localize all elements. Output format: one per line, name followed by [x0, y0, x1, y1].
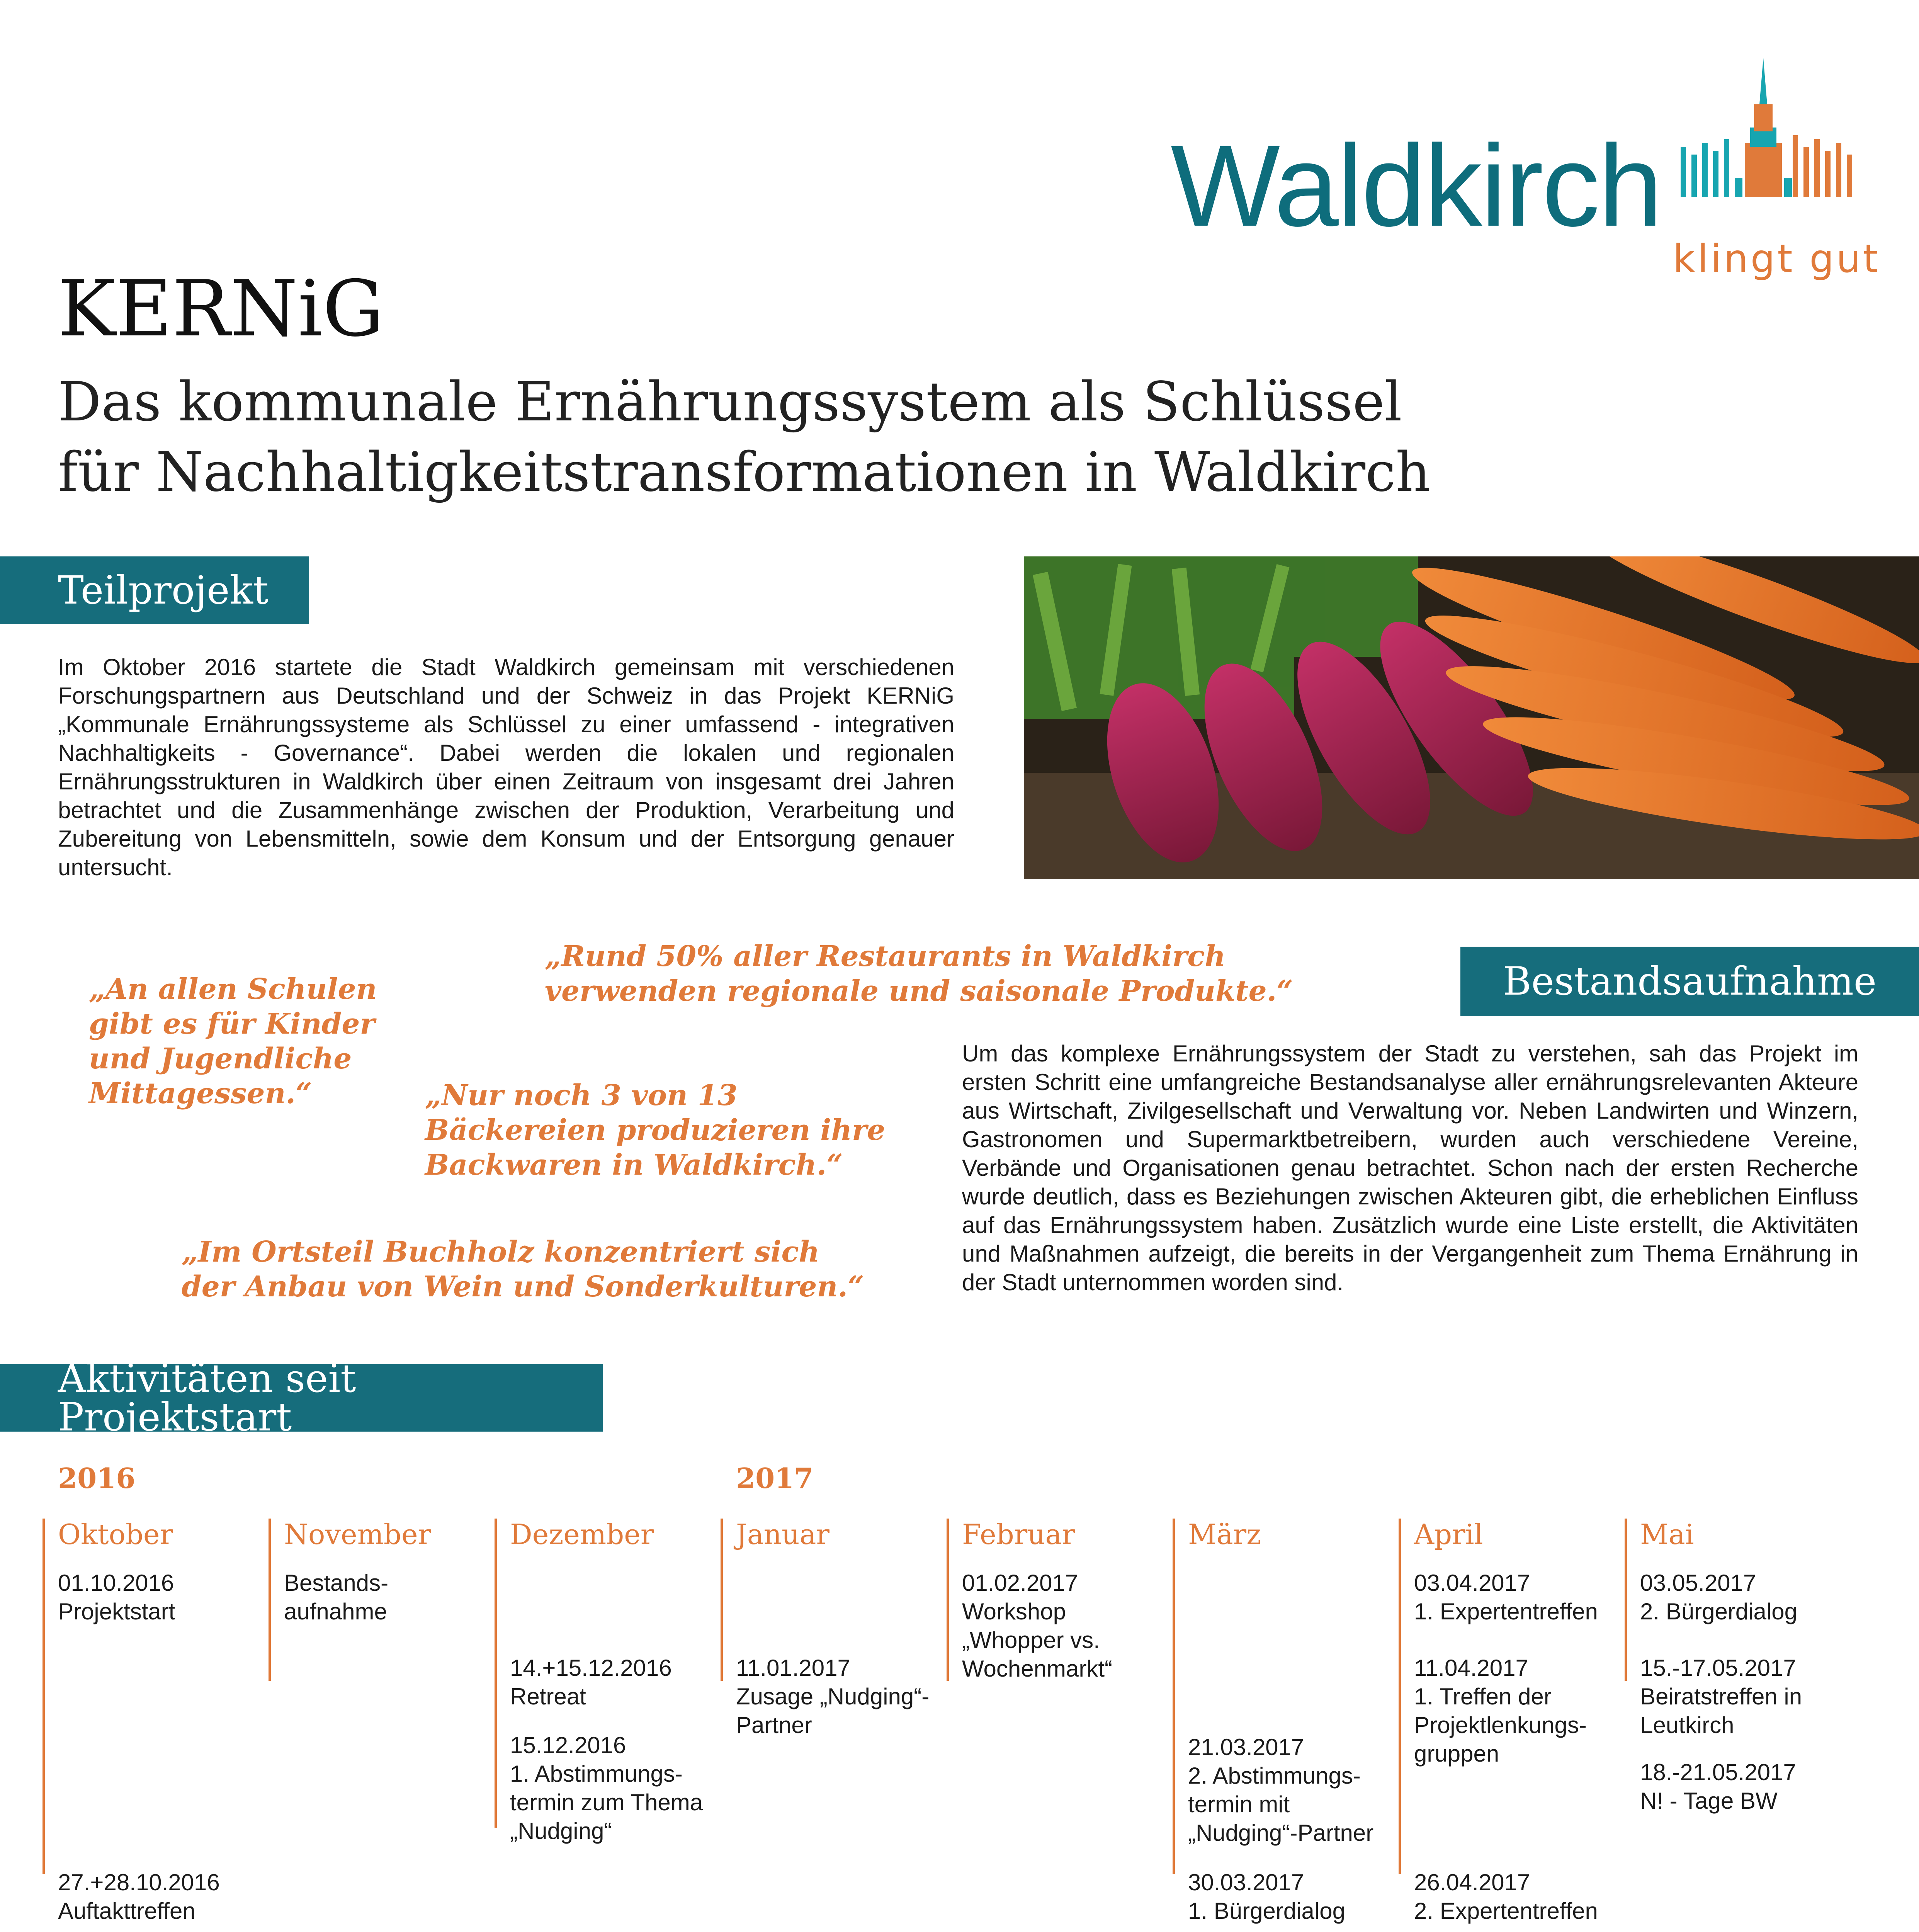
timeline-entry: 01.10.2016 Projektstart — [58, 1570, 175, 1624]
timeline-divider — [1625, 1519, 1627, 1681]
town-hall-skyline-icon — [1677, 50, 1862, 236]
logo-wordmark: Waldkirch — [1171, 121, 1661, 250]
section-header-bestandsaufnahme: Bestandsaufnahme — [1460, 947, 1919, 1016]
timeline-month-5: März — [1188, 1518, 1261, 1551]
timeline-month-0: Oktober — [58, 1518, 173, 1551]
timeline-month-2: Dezember — [510, 1518, 654, 1551]
timeline-entry: 18.-21.05.2017 N! - Tage BW — [1640, 1759, 1796, 1814]
timeline-divider — [721, 1519, 723, 1681]
year-label-2017: 2017 — [736, 1462, 814, 1495]
timeline-entry: Bestands- aufnahme — [284, 1570, 389, 1624]
timeline-divider — [947, 1519, 949, 1681]
timeline-month-1: November — [284, 1518, 432, 1551]
timeline-entry: 01.02.2017 Workshop „Whopper vs. Wochenmarkt“ — [962, 1570, 1113, 1682]
timeline-divider — [269, 1519, 271, 1681]
quote-schulen: „An allen Schulen gibt es für Kinder und Jugendliche Mittagessen.“ — [89, 973, 377, 1110]
timeline-entry: 27.+28.10.2016 Auftakttreffen — [58, 1869, 220, 1924]
timeline-divider — [42, 1519, 45, 1874]
timeline-entry: 03.05.2017 2. Bürgerdialog — [1640, 1570, 1797, 1624]
quote-baeckereien: „Nur noch 3 von 13 Bäckereien produzieren ihre Backwaren in Waldkirch.“ — [425, 1079, 886, 1182]
timeline-entry: 21.03.2017 2. Abstimmungs- termin mit „Nudging“-Partner — [1188, 1734, 1374, 1846]
timeline-month-7: Mai — [1640, 1518, 1694, 1551]
timeline-entry: 15.-17.05.2017 Beiratstreffen in Leutkirch — [1640, 1655, 1802, 1738]
timeline-month-4: Februar — [962, 1518, 1075, 1551]
page-title: KERNiG — [58, 264, 384, 354]
quote-restaurants: „Rund 50% aller Restaurants in Waldkirch verwenden regionale und saisonale Produkte.“ — [545, 940, 1293, 1008]
timeline-entry: 11.01.2017 Zusage „Nudging“- Partner — [736, 1655, 930, 1738]
timeline-divider — [1399, 1519, 1401, 1874]
timeline-divider — [1173, 1519, 1175, 1874]
timeline-month-6: April — [1414, 1518, 1483, 1551]
page-subtitle: Das kommunale Ernährungssystem als Schlüssel für Nachhaltigkeitstransformationen in Waldkirch — [58, 371, 1431, 504]
year-label-2016: 2016 — [58, 1462, 136, 1495]
timeline-divider — [495, 1519, 497, 1828]
teilprojekt-text: Im Oktober 2016 startete die Stadt Waldkirch gemeinsam mit verschiedenen Forschungspartnern aus Deutschland und der Schweiz in das Projekt KERNiG „Kommunale Ernährungssysteme als Schlüssel zu einer umfassend - integrativen Nachhaltigkeits - Governance“. Dabei werden die lokalen und regionalen Ernährungsstrukturen in Waldkirch über einen Zeitraum von insgesamt drei Jahren betrachtet und die Zusammenhänge zwischen der Produktion, Verarbeitung und Zubereitung von Lebensmitteln, sowie dem Konsum und der Entsorgung genauer untersucht. — [58, 654, 954, 880]
bestandsaufnahme-text: Um das komplexe Ernährungssystem der Stadt zu verstehen, sah das Projekt im ersten Schritt eine umfangreiche Bestandsanalyse aller ernährungsrelevanten Akteure aus Wirtschaft, Zivilgesellschaft und Verwaltung vor. Neben Landwirten und Winzern, Gastronomen und Supermarktbetreibern, wurden auch verschiedene Vereine, Verbände und Organisationen genau betrachtet. Schon nach der ersten Recherche wurde deutlich, dass es Beziehungen zwischen Akteuren gibt, die erheblichen Einfluss auf das Ernährungssystem haben. Zusätzlich wurde eine Liste erstellt, die Aktivitäten und Maßnahmen aufzeigt, die bereits in der Vergangenheit zum Thema Ernährung in der Stadt unternommen worden sind. — [962, 1041, 1858, 1295]
timeline-entry: 26.04.2017 2. Expertentreffen — [1414, 1869, 1598, 1924]
timeline-entry: 14.+15.12.2016 Retreat — [510, 1655, 672, 1709]
timeline-month-3: Januar — [736, 1518, 829, 1551]
section-header-teilprojekt: Teilprojekt — [0, 556, 309, 624]
timeline-entry: 15.12.2016 1. Abstimmungs- termin zum Thema „Nudging“ — [510, 1732, 703, 1844]
timeline-entry: 30.03.2017 1. Bürgerdialog — [1188, 1869, 1345, 1924]
timeline-entry: 11.04.2017 1. Treffen der Projektlenkungs- gruppen — [1414, 1655, 1587, 1767]
timeline-entry: 03.04.2017 1. Expertentreffen — [1414, 1570, 1598, 1624]
quote-buchholz: „Im Ortsteil Buchholz konzentriert sich der Anbau von Wein und Sonderkulturen.“ — [182, 1235, 864, 1303]
section-header-aktivitaeten: Aktivitäten seit Projektstart — [0, 1364, 603, 1432]
logo-tagline: klingt gut — [1673, 236, 1881, 281]
vegetables-photo — [1024, 556, 1919, 879]
